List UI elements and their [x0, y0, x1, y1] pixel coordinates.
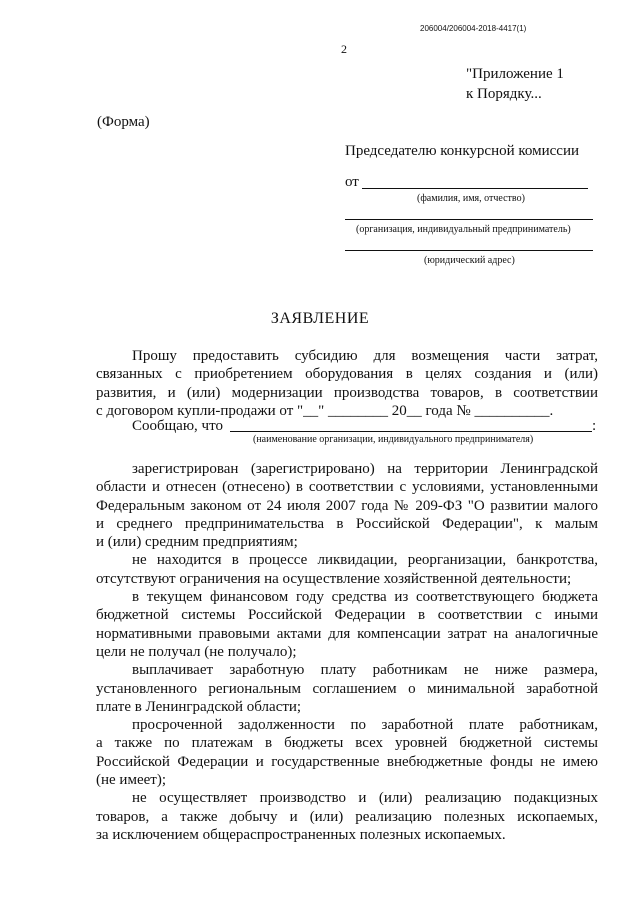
condition-line: отсутствуют ограничения на осуществление хозяйственной деятельности; — [96, 570, 572, 587]
condition-no-other-funding — [96, 588, 598, 661]
document-id: 206004/206004-2018-4417(1) — [420, 24, 527, 33]
appendix-line-2: к Порядку... — [466, 86, 542, 102]
condition-line: не находится в процессе ликвидации, реорганизации, банкротства, — [132, 552, 598, 569]
condition-registration — [96, 460, 598, 551]
condition-line: установленного региональным соглашением о минимальной заработной — [96, 680, 598, 697]
condition-line: в текущем финансовом году средства из соответствующего бюджета — [132, 589, 598, 606]
request-line-1: Прошу предоставить субсидию для возмещения части затрат, — [132, 348, 598, 364]
name-field-hint: (фамилия, имя, отчество) — [417, 193, 525, 204]
condition-line: (не имеет); — [96, 772, 166, 789]
condition-line: Российской Федерации и государственные внебюджетные фонды не имею — [96, 753, 598, 770]
request-line-2: связанных с приобретением оборудования в целях создания и (или) — [96, 366, 598, 383]
inform-label: Сообщаю, что — [132, 418, 223, 434]
condition-line: и (или) средним предприятиям; — [96, 534, 298, 551]
organization-field-line[interactable] — [345, 219, 593, 220]
condition-line: нормативными правовыми актами для компенсации затрат на аналогичные — [96, 625, 598, 642]
condition-no-liquidation — [96, 551, 598, 588]
condition-line: выплачивает заработную плату работникам не ниже размера, — [132, 662, 598, 679]
page-number: 2 — [341, 42, 347, 56]
condition-line: а также по платежам в бюджеты всех уровней бюджетной системы — [96, 735, 598, 752]
organization-name-hint: (наименование организации, индивидуального предпринимателя) — [253, 434, 534, 445]
form-label: (Форма) — [97, 114, 150, 130]
condition-line: и среднего предпринимательства в Российской Федерации", к малым — [96, 515, 598, 532]
condition-line: цели не получал (не получало); — [96, 643, 297, 660]
request-paragraph — [96, 347, 598, 420]
inform-colon: : — [592, 418, 597, 434]
condition-no-debts — [96, 716, 598, 789]
appendix-reference — [466, 64, 564, 104]
condition-line: товаров, а также добычу и (или) реализацию полезных ископаемых, — [96, 808, 598, 825]
condition-no-excise-goods — [96, 789, 598, 844]
condition-line: бюджетной системы Российской Федерации в соответствии с иными — [96, 607, 598, 624]
document-title: ЗАЯВЛЕНИЕ — [270, 310, 370, 327]
organization-field-hint: (организация, индивидуальный предприниматель) — [356, 224, 571, 235]
condition-minimum-wage — [96, 661, 598, 716]
organization-name-field-line[interactable] — [230, 431, 592, 432]
condition-line: зарегистрирован (зарегистрировано) на территории Ленинградской — [132, 461, 598, 477]
condition-line: Федеральным законом от 24 июля 2007 года № 209-ФЗ "О развитии малого — [96, 497, 598, 514]
request-line-4: с договором купли-продажи от "__" ________ 20__ года № __________. — [96, 402, 554, 419]
condition-line: просроченной задолженности по заработной плате работникам, — [132, 717, 598, 734]
from-label: от — [345, 174, 359, 190]
condition-line: не осуществляет производство и (или) реализацию подакцизных — [132, 790, 598, 807]
condition-line: плате в Ленинградской области; — [96, 698, 302, 715]
address-field-line[interactable] — [345, 250, 593, 251]
conditions-list — [96, 460, 598, 844]
addressee-title: Председателю конкурсной комиссии — [345, 143, 580, 159]
name-field-line[interactable] — [362, 188, 588, 189]
request-line-3: развития, и (или) модернизации производства товаров, в соответствии — [96, 384, 598, 401]
appendix-line-1: "Приложение 1 — [466, 66, 564, 82]
condition-line: за исключением общераспространенных полезных ископаемых. — [96, 826, 506, 843]
condition-line: области и отнесен (отнесено) в соответствии с условиями, установленными — [96, 479, 598, 496]
address-field-hint: (юридический адрес) — [424, 255, 515, 266]
